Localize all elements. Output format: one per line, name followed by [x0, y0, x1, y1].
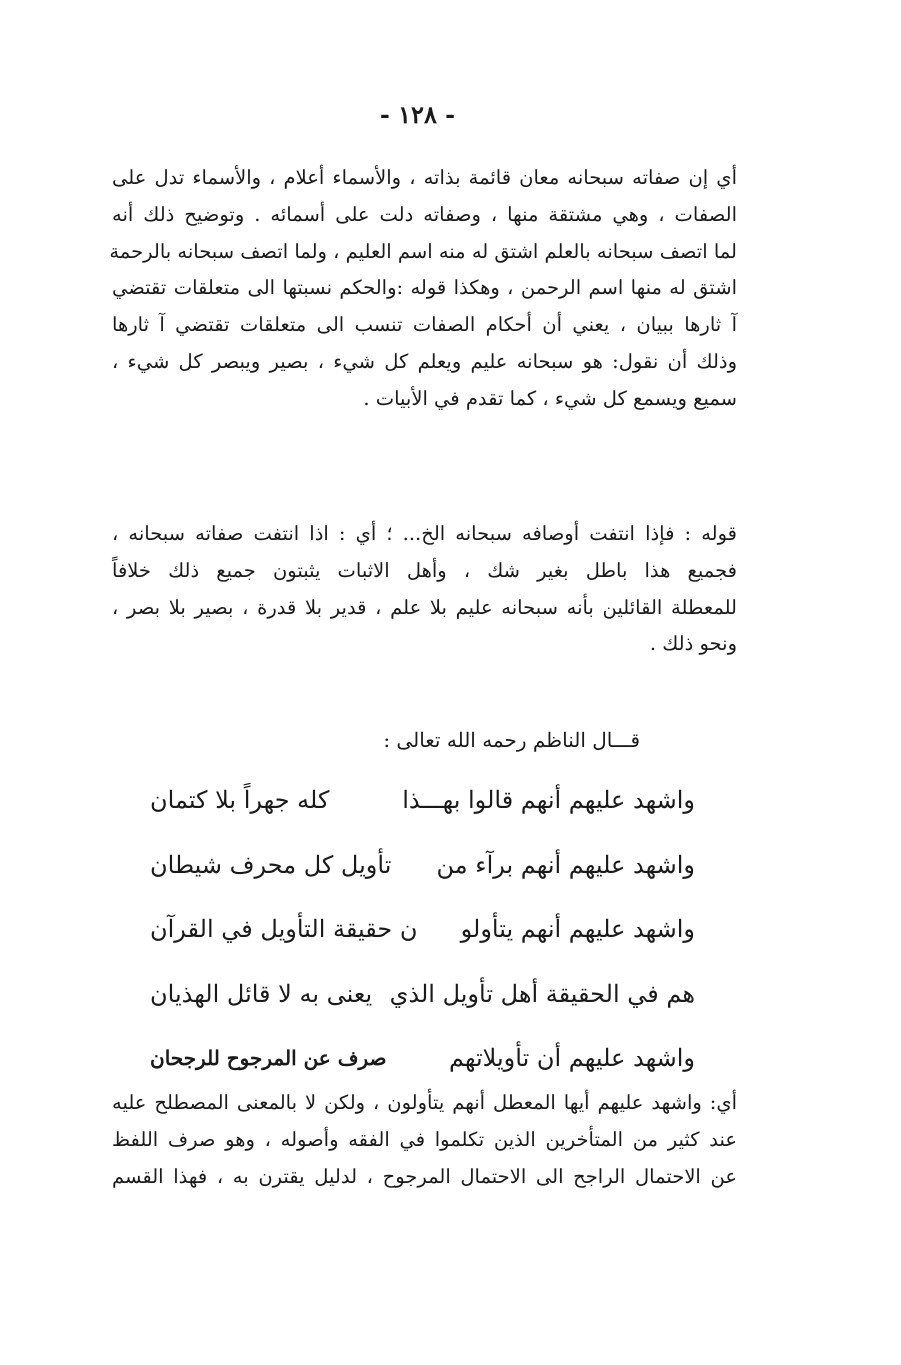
text-line: للمعطلة القائلين بأنه سبحانه عليم بلا علم ، قدير بلا قدرة ، بصير بلا بصر ،: [112, 595, 737, 619]
text-line: آ ثارها ببيان ، يعني أن أحكام الصفات تنسب الى متعلقات تقتضي آ ثارها: [112, 313, 737, 337]
text-line: قوله : فإذا انتفت أوصافه سبحانه الخ... ؛ أي : اذا انتفت صفاته سبحانه ،: [112, 522, 737, 545]
poem-heading-text: قـــال الناظم رحمه الله تعالى :: [383, 728, 640, 752]
verse-first-hemistich: واشهد عليهم أنهم قالوا بهـــذا: [402, 786, 695, 814]
verse-first-hemistich: هم في الحقيقة أهل تأويل الذي: [389, 979, 695, 1008]
text-line: وذلك أن نقول: هو سبحانه عليم ويعلم كل شيء ، بصير ويبصر كل شيء ،: [112, 349, 737, 373]
page-number: - ١٢٨ -: [379, 100, 456, 129]
verse-second-hemistich: صرف عن المرجوح للرجحان: [150, 1046, 387, 1070]
text-line: الصفات ، وهي مشتقة منها ، وصفاته دلت على أسمائه . وتوضيح ذلك أنه: [112, 202, 737, 226]
paragraph-tawil: [112, 1085, 737, 1195]
verse: [150, 962, 695, 1027]
poem-verses: [150, 768, 695, 1091]
poem-heading: [0, 722, 640, 758]
verse-first-hemistich: واشهد عليهم أنهم يتأولو: [460, 915, 695, 943]
text-line: أي إن صفاته سبحانه معان قائمة بذاته ، والأسماء أعلام ، والأسماء تدل على: [112, 166, 737, 189]
paragraph-explanation: [109, 160, 737, 418]
verse-first-hemistich: واشهد عليهم أن تأويلاتهم: [448, 1044, 695, 1072]
verse-first-hemistich: واشهد عليهم أنهم برآء من: [436, 850, 695, 879]
text-line: عند كثير من المتأخرين الذين تكلموا في الفقه وأصوله ، وهو صرف اللفظ: [112, 1127, 737, 1151]
text-line: لما اتصف سبحانه بالعلم اشتق له منه اسم العليم ، ولما اتصف سبحانه بالرحمة: [109, 239, 737, 263]
text-line: ونحو ذلك .: [649, 632, 737, 656]
text-line: فجميع هذا باطل بغير شك ، وأهل الاثبات يثبتون جميع ذلك خلافاً: [112, 558, 737, 582]
text-line: عن الاحتمال الراجح الى الاحتمال المرجوح ، لدليل يقترن به ، فهذا القسم: [112, 1164, 737, 1188]
text-line: أي: واشهد عليهم أيها المعطل أنهم يتأولون ، ولكن لا بالمعنى المصطلح عليه: [112, 1091, 737, 1114]
paragraph-commentary: [112, 516, 737, 663]
verse-second-hemistich: كله جهراً بلا كتمان: [150, 786, 330, 814]
text-line: سميع ويسمع كل شيء ، كما تقدم في الأبيات .: [363, 386, 737, 410]
verse: [150, 1026, 695, 1091]
verse-second-hemistich: ن حقيقة التأويل في القرآن: [150, 915, 418, 943]
text-line: اشتق له منها اسم الرحمن ، وهكذا قوله :والحكم نسبتها الى متعلقات تقتضي: [112, 276, 737, 300]
verse: [150, 833, 695, 898]
verse: [150, 768, 695, 833]
verse: [150, 897, 695, 962]
verse-second-hemistich: يعنى به لا قائل الهذيان: [150, 979, 373, 1008]
verse-second-hemistich: تأويل كل محرف شيطان: [150, 850, 392, 879]
